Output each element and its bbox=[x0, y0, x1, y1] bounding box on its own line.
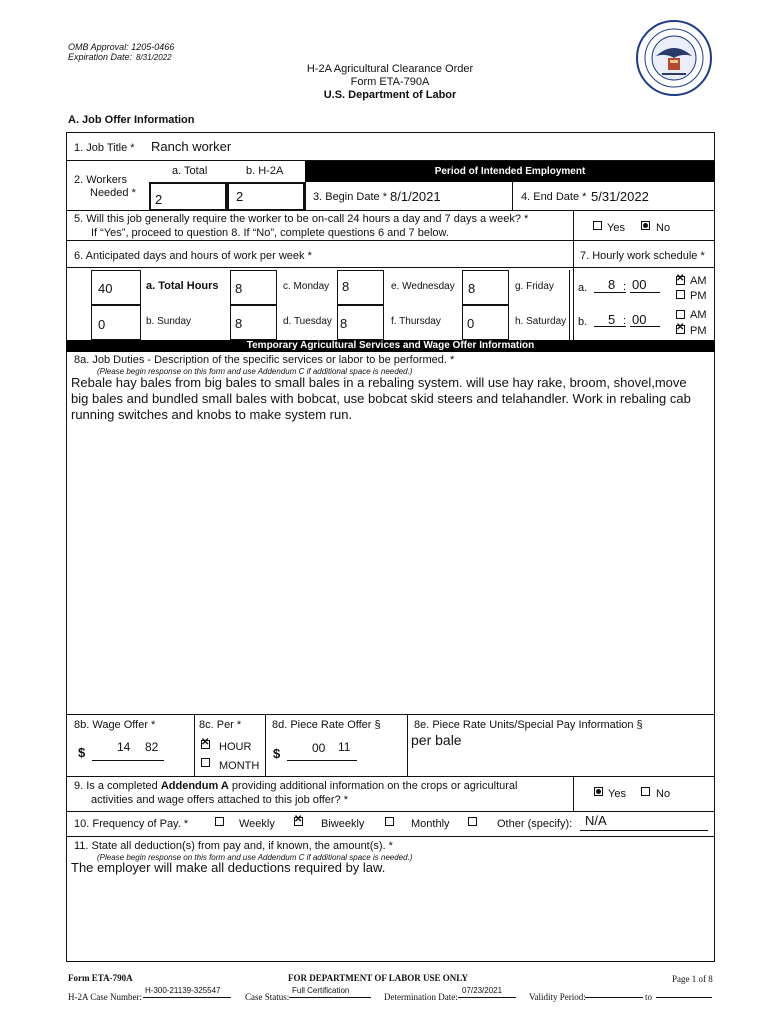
end-date-value[interactable]: 5/31/2022 bbox=[591, 189, 649, 204]
addendum-yes-checkbox[interactable] bbox=[594, 787, 603, 796]
workers-total-value: 2 bbox=[155, 192, 163, 207]
schedule-a-hour: 8 bbox=[608, 277, 616, 292]
schedule-b-min: 00 bbox=[632, 312, 647, 327]
expiration-value: 8/31/2022 bbox=[136, 53, 172, 62]
col-a-value: 8 bbox=[235, 281, 243, 296]
biweekly-checkbox[interactable] bbox=[294, 817, 303, 826]
schedule-b-am-label: AM bbox=[690, 309, 707, 321]
footer-form: Form ETA-790A bbox=[68, 973, 133, 983]
piece-units-value[interactable]: per bale bbox=[411, 732, 462, 748]
oncall-no-checkbox[interactable] bbox=[641, 221, 650, 230]
schedule-a-min: 00 bbox=[632, 277, 647, 292]
case-number-label: H-2A Case Number: bbox=[68, 992, 142, 1002]
schedule-a-am-checkbox[interactable] bbox=[676, 276, 685, 285]
expiration-label: Expiration Date: bbox=[68, 52, 133, 62]
piece-rate-label: 8d. Piece Rate Offer § bbox=[272, 719, 381, 731]
deductions-label: 11. State all deduction(s) from pay and, if known, the amount(s). * bbox=[74, 840, 393, 852]
schedule-b-pm-checkbox[interactable] bbox=[676, 325, 685, 334]
job-duties-note: (Please begin response on this form and use Addendum C if additional space is needed.) bbox=[97, 367, 413, 376]
wage-dollars: 14 bbox=[117, 740, 131, 754]
begin-date-value[interactable]: 8/1/2021 bbox=[390, 189, 441, 204]
tuesday-label: d. Tuesday bbox=[283, 316, 332, 327]
addendum-question-part1: 9. Is a completed bbox=[74, 780, 161, 792]
form-title: H-2A Agricultural Clearance Order bbox=[306, 63, 474, 75]
per-hour-checkbox[interactable] bbox=[201, 740, 210, 749]
addendum-question-part2: providing additional information on the crops or agricultural bbox=[228, 780, 518, 792]
hours-label: 6. Anticipated days and hours of work per week * bbox=[74, 250, 312, 262]
addendum-a-label: Addendum A bbox=[160, 780, 229, 792]
thursday-value: 0 bbox=[467, 316, 475, 331]
pay-frequency-label: 10. Frequency of Pay. * bbox=[74, 818, 189, 830]
period-bar: Period of Intended Employment bbox=[305, 161, 715, 182]
schedule-a-am-label: AM bbox=[690, 275, 707, 287]
schedule-b-hour: 5 bbox=[608, 312, 616, 327]
wednesday-value: 8 bbox=[468, 281, 476, 296]
per-label: 8c. Per * bbox=[199, 719, 242, 731]
piece-cents: 11 bbox=[338, 740, 351, 754]
tuesday-value: 8 bbox=[340, 316, 348, 331]
validity-to-label: to bbox=[645, 992, 653, 1002]
footer-page: Page 1 of 8 bbox=[672, 974, 713, 984]
deductions-note: (Please begin response on this form and use Addendum C if additional space is needed.) bbox=[97, 853, 413, 862]
schedule-label: 7. Hourly work schedule * bbox=[580, 250, 705, 262]
friday-label: g. Friday bbox=[515, 281, 554, 292]
other-value: N/A bbox=[585, 813, 607, 828]
validity-from-field bbox=[585, 985, 643, 998]
monthly-checkbox[interactable] bbox=[385, 817, 394, 826]
addendum-no-label: No bbox=[656, 788, 671, 800]
biweekly-label: Biweekly bbox=[321, 818, 365, 830]
case-status-label: Case Status: bbox=[245, 992, 290, 1002]
addendum-question bbox=[74, 780, 517, 792]
sunday-label: b. Sunday bbox=[146, 316, 192, 327]
oncall-yes-label: Yes bbox=[607, 222, 625, 234]
sunday-value: 0 bbox=[98, 317, 106, 332]
piece-dollars: 00 bbox=[312, 741, 326, 755]
addendum-question-line2: activities and wage offers attached to this job offer? * bbox=[91, 794, 349, 806]
weekly-checkbox[interactable] bbox=[215, 817, 224, 826]
schedule-b-am-checkbox[interactable] bbox=[676, 310, 685, 319]
other-label: Other (specify): bbox=[497, 818, 573, 830]
schedule-b-label: b. bbox=[578, 316, 588, 328]
case-number-value: H-300-21139-325547 bbox=[145, 986, 221, 995]
monthly-label: Monthly bbox=[411, 818, 450, 830]
workers-label-1: 2. Workers bbox=[74, 174, 127, 186]
omb-approval: OMB Approval: 1205-0466 bbox=[68, 42, 175, 52]
workers-h2a-label: b. H-2A bbox=[246, 165, 284, 177]
oncall-yes-checkbox[interactable] bbox=[593, 221, 602, 230]
per-month-label: MONTH bbox=[219, 760, 260, 772]
validity-label: Validity Period: bbox=[529, 992, 586, 1002]
form-number: Form ETA-790A bbox=[350, 76, 430, 88]
schedule-b-pm-label: PM bbox=[690, 325, 707, 337]
workers-h2a-value: 2 bbox=[236, 189, 244, 204]
dol-seal-icon bbox=[636, 20, 712, 96]
col-b-value: 8 bbox=[235, 316, 243, 331]
saturday-label: h. Saturday bbox=[515, 316, 567, 327]
determination-value: 07/23/2021 bbox=[462, 986, 503, 995]
weekly-label: Weekly bbox=[239, 818, 275, 830]
workers-total-label: a. Total bbox=[172, 165, 208, 177]
oncall-question: 5. Will this job generally require the worker to be on-call 24 hours a day and 7 days a week? * bbox=[74, 213, 529, 225]
footer-dol-use: FOR DEPARTMENT OF LABOR USE ONLY bbox=[288, 973, 468, 983]
monday-value: 8 bbox=[342, 279, 350, 294]
monday-label: c. Monday bbox=[283, 281, 330, 292]
wage-cents: 82 bbox=[145, 740, 159, 754]
wage-offer-label: 8b. Wage Offer * bbox=[74, 719, 156, 731]
wednesday-label: e. Wednesday bbox=[391, 281, 455, 292]
schedule-a-label: a. bbox=[578, 282, 588, 294]
job-title-value[interactable]: Ranch worker bbox=[151, 139, 232, 154]
begin-date-label: 3. Begin Date * bbox=[313, 191, 387, 203]
total-hours-label: a. Total Hours bbox=[146, 280, 219, 292]
piece-units-label: 8e. Piece Rate Units/Special Pay Information § bbox=[414, 719, 643, 731]
department-name: U.S. Department of Labor bbox=[323, 89, 457, 101]
validity-to-field bbox=[656, 985, 712, 998]
schedule-a-pm-checkbox[interactable] bbox=[676, 290, 685, 299]
addendum-yes-label: Yes bbox=[608, 788, 626, 800]
per-month-checkbox[interactable] bbox=[201, 758, 210, 767]
temp-services-bar: Temporary Agricultural Services and Wage Offer Information bbox=[66, 340, 715, 352]
per-hour-label: HOUR bbox=[219, 741, 252, 753]
case-status-value: Full Certification bbox=[292, 986, 350, 995]
job-title-label: 1. Job Title * bbox=[74, 142, 135, 154]
other-checkbox[interactable] bbox=[468, 817, 477, 826]
total-hours-value: 40 bbox=[98, 281, 113, 296]
end-date-label: 4. End Date * bbox=[521, 191, 587, 203]
determination-label: Determination Date: bbox=[384, 992, 458, 1002]
section-a-title: A. Job Offer Information bbox=[68, 114, 195, 126]
job-duties-text[interactable]: Rebale hay bales from big bales to small bales in a rebaling system. will use hay rake, broom, shovel,move big bales and bundled small bales with bobcat, use bobcat skid steers and telahandler. Work in rebaling cab running switches and knobs to make system run. bbox=[71, 375, 691, 422]
oncall-instruction: If “Yes”, proceed to question 8. If “No”, complete questions 6 and 7 below. bbox=[91, 227, 449, 239]
thursday-label: f. Thursday bbox=[391, 316, 441, 327]
oncall-no-label: No bbox=[656, 222, 671, 234]
piece-dollar-sign: $ bbox=[273, 746, 281, 761]
job-duties-label: 8a. Job Duties - Description of the specific services or labor to be performed. * bbox=[74, 354, 455, 366]
deductions-text[interactable]: The employer will make all deductions required by law. bbox=[71, 860, 386, 875]
addendum-no-checkbox[interactable] bbox=[641, 787, 650, 796]
workers-label-2: Needed * bbox=[90, 187, 136, 199]
schedule-a-pm-label: PM bbox=[690, 290, 707, 302]
wage-dollar-sign: $ bbox=[78, 745, 86, 760]
